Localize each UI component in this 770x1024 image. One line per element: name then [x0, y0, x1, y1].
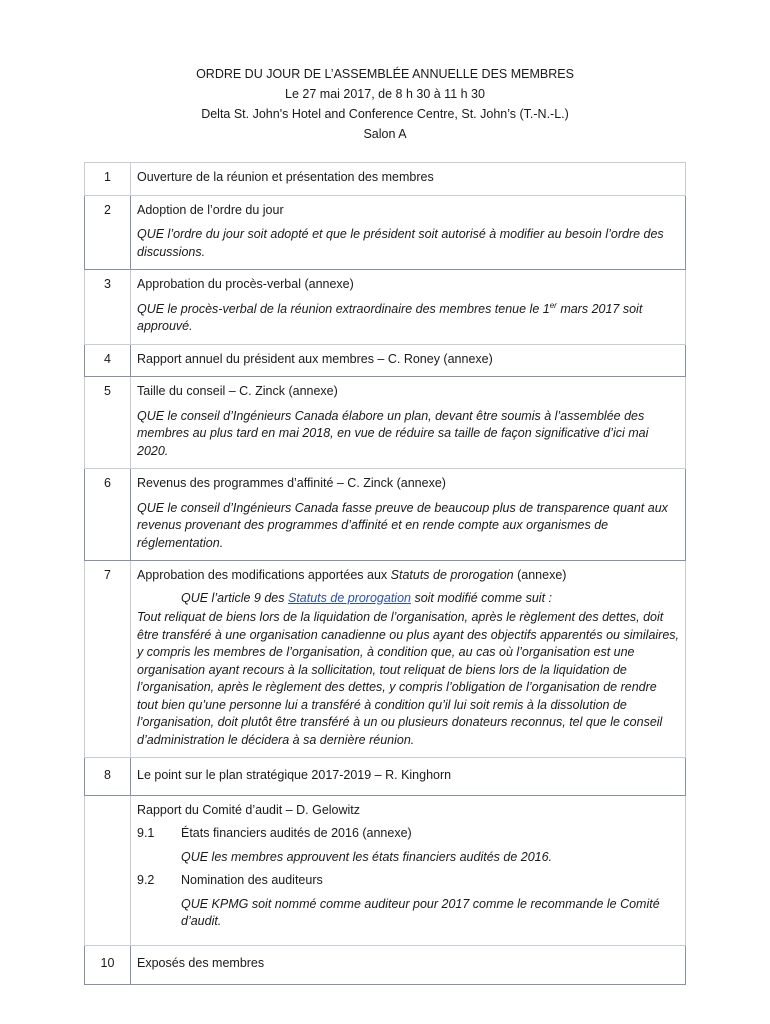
agenda-row-1 [85, 163, 686, 196]
resolution-text: QUE le procès-verbal de la réunion extraordinaire des membres tenue le 1 [137, 301, 550, 316]
subitem-resolution: QUE les membres approuvent les états financiers audités de 2016. [181, 849, 553, 864]
item-content [131, 377, 686, 469]
item-number: 5 [85, 377, 131, 469]
subitem-title: Nomination des auditeurs [181, 873, 323, 887]
agenda-table [84, 162, 686, 985]
item-resolution: QUE le conseil d’Ingénieurs Canada fasse preuve de beaucoup plus de transparence quant aux revenus provenant des programmes d’affinité et en rende compte aux organismes de réglementation. [137, 500, 668, 550]
item-resolution: QUE le conseil d’Ingénieurs Canada élabore un plan, devant être soumis à l’assemblée des membres au plus tard en mai 2018, en vue de réduire sa taille de façon significative d’ici mai 2020. [137, 408, 649, 458]
title-annex: (annexe) [513, 568, 567, 582]
meeting-venue: Delta St. John's Hotel and Conference Centre, St. John’s (T.-N.-L.) [201, 107, 569, 121]
item-content [131, 795, 686, 945]
item-title: Revenus des programmes d’affinité – C. Zinck (annexe) [137, 476, 446, 490]
agenda-row-5 [85, 377, 686, 469]
item-content [131, 344, 686, 377]
item-resolution [137, 301, 679, 336]
meeting-room: Salon A [363, 127, 407, 141]
item-number: 6 [85, 469, 131, 561]
item-content [131, 195, 686, 270]
agenda-row-9 [85, 795, 686, 945]
item-content [131, 758, 686, 796]
item-content [131, 561, 686, 758]
item-title: Ouverture de la réunion et présentation des membres [137, 170, 434, 184]
item-number [85, 795, 131, 945]
title-statutes: Statuts de prorogation [390, 568, 514, 582]
subitem-number: 9.2 [137, 873, 155, 887]
item-content [131, 270, 686, 345]
item-number: 1 [85, 163, 131, 196]
item-number: 3 [85, 270, 131, 345]
item-title: Le point sur le plan stratégique 2017-2019 – R. Kinghorn [137, 768, 452, 782]
item-title: Adoption de l’ordre du jour [137, 202, 284, 217]
agenda-row-4 [85, 344, 686, 377]
amendment-text: Tout reliquat de biens lors de la liquidation de l’organisation, après le règlement des dettes, doit être transféré à une organisation canadienne ou plus ayant des objectifs apparentés ou similaires, y compris les membres de l’organisation, à condition que, au cas où l’organisation est une organisation ayant recours à la sollicitation, tout reliquat de biens lors de la liquidation de l’organisation, après le règlement des dettes, y compris l’obligation de l’organisation de rendre tout bien qu’une personne lui a transféré à condition qu’il lui soit remis à la dissolution de l’organisation, doit plutôt être transféré à un ou plusieurs donateurs reconnus, tel que le conseil d’administration le décidera à sa dernière réunion. [137, 610, 680, 747]
item-content [131, 469, 686, 561]
item-title: Exposés des membres [137, 955, 265, 970]
agenda-row-7 [85, 561, 686, 758]
agenda-row-8 [85, 758, 686, 796]
item-number: 8 [85, 758, 131, 796]
agenda-row-2 [85, 195, 686, 270]
item-title: Rapport annuel du président aux membres – C. Roney (annexe) [137, 351, 493, 366]
statutes-link[interactable]: Statuts de prorogation [287, 590, 411, 605]
item-title: Taille du conseil – C. Zinck (annexe) [137, 384, 338, 398]
subitem-number: 9.1 [137, 826, 155, 840]
subitem-9-2 [137, 872, 679, 890]
item-number: 7 [85, 561, 131, 758]
subitem-9-1 [137, 825, 679, 843]
title-text: Approbation des modifications apportées aux [137, 568, 391, 582]
resolution-text-end: mars 2017 soit approuvé. [137, 301, 643, 333]
item-resolution: QUE l’ordre du jour soit adopté et que le président soit autorisé à modifier au besoin l’ordre des discussions. [137, 227, 664, 259]
item-title: Approbation du procès-verbal (annexe) [137, 277, 354, 291]
resolution-text-end: soit modifié comme suit : [410, 590, 552, 605]
item-title [137, 567, 679, 585]
item-title: Rapport du Comité d’audit – D. Gelowitz [137, 802, 361, 817]
item-number: 2 [85, 195, 131, 270]
subitem-title: États financiers audités de 2016 (annexe) [181, 826, 412, 840]
item-number: 10 [85, 945, 131, 985]
meeting-date: Le 27 mai 2017, de 8 h 30 à 11 h 30 [285, 87, 485, 101]
ordinal-suffix: er [549, 300, 557, 310]
item-number: 4 [85, 344, 131, 377]
document-header [0, 64, 770, 144]
subitem-resolution: QUE KPMG soit nommé comme auditeur pour 2017 comme le recommande le Comité d’audit. [181, 896, 660, 928]
document-title: ORDRE DU JOUR DE L’ASSEMBLÉE ANNUELLE DES MEMBRES [196, 67, 574, 81]
agenda-row-6 [85, 469, 686, 561]
agenda-row-3 [85, 270, 686, 345]
item-resolution [137, 590, 679, 608]
item-content [131, 945, 686, 985]
resolution-text: QUE l’article 9 des [181, 590, 288, 605]
item-content [131, 163, 686, 196]
agenda-row-10 [85, 945, 686, 985]
